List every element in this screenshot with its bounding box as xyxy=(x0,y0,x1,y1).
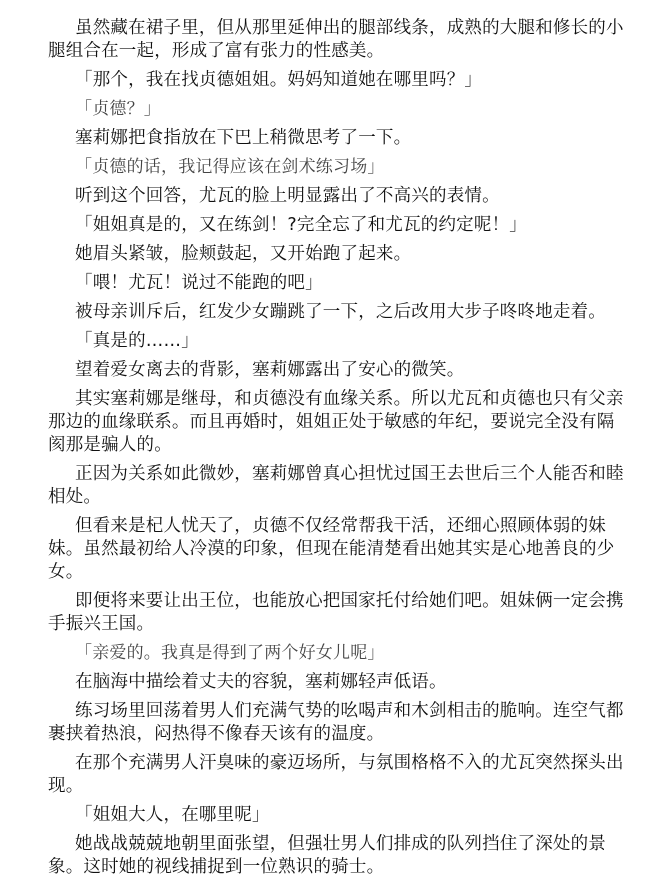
dialogue-line: 「贞德的话，我记得应该在剑术练习场」 xyxy=(75,157,385,177)
paragraph: 正因为关系如此微妙，塞莉娜曾真心担忧过国王去世后三个人能否和睦相处。 xyxy=(48,464,624,507)
paragraph: 但看来是杞人忧天了，贞德不仅经常帮我干活，还细心照顾体弱的妹妹。虽然最初给人冷漠的印象，但现在能清楚看出她其实是心地善良的少女。 xyxy=(48,516,615,582)
dialogue-line: 「真是的……」 xyxy=(75,331,199,351)
paragraph: 她战战兢兢地朝里面张望，但强壮男人们排成的队列挡住了深处的景象。这时她的视线捕捉到一位熟识的骑士。 xyxy=(48,834,606,877)
paragraph: 被母亲训斥后，红发少女蹦跳了一下，之后改用大步子咚咚地走着。 xyxy=(75,302,606,322)
paragraph: 练习场里回荡着男人们充满气势的吆喝声和木剑相击的脆响。连空气都裹挟着热浪，闷热得不像春天该有的温度。 xyxy=(48,701,624,744)
dialogue-line: 「姐姐大人，在哪里呢」 xyxy=(75,805,270,825)
paragraph: 她眉头紧皱，脸颊鼓起，又开始跑了起来。 xyxy=(75,244,412,264)
dialogue-line: 「姐姐真是的，又在练剑！?完全忘了和尤瓦的约定呢！」 xyxy=(75,215,527,235)
paragraph: 听到这个回答，尤瓦的脸上明显露出了不高兴的表情。 xyxy=(75,186,500,206)
paragraph: 其实塞莉娜是继母，和贞德没有血缘关系。所以尤瓦和贞德也只有父亲那边的血缘联系。而且再婚时，姐姐正处于敏感的年纪，要说完全没有隔阂那是骗人的。 xyxy=(48,389,624,455)
dialogue-line: 「贞德？」 xyxy=(75,99,161,119)
paragraph: 在脑海中描绘着丈夫的容貌，塞莉娜轻声低语。 xyxy=(75,672,447,692)
paragraph: 即便将来要让出王位，也能放心把国家托付给她们吧。姐妹俩一定会携手振兴王国。 xyxy=(48,591,624,634)
dialogue-line: 「那个，我在找贞德姐姐。妈妈知道她在哪里吗？」 xyxy=(75,70,483,90)
paragraph: 在那个充满男人汗臭味的豪迈场所，与氛围格格不入的尤瓦突然探头出现。 xyxy=(48,753,624,796)
dialogue-line: 「喂！尤瓦！说过不能跑的吧」 xyxy=(75,273,323,293)
paragraph: 虽然藏在裙子里，但从那里延伸出的腿部线条，成熟的大腿和修长的小腿组合在一起，形成了富有张力的性感美。 xyxy=(48,18,624,61)
paragraph: 望着爱女离去的背影，塞莉娜露出了安心的微笑。 xyxy=(75,360,465,380)
dialogue-line: 「亲爱的。我真是得到了两个好女儿呢」 xyxy=(75,643,385,663)
paragraph: 塞莉娜把食指放在下巴上稍微思考了一下。 xyxy=(75,128,412,148)
